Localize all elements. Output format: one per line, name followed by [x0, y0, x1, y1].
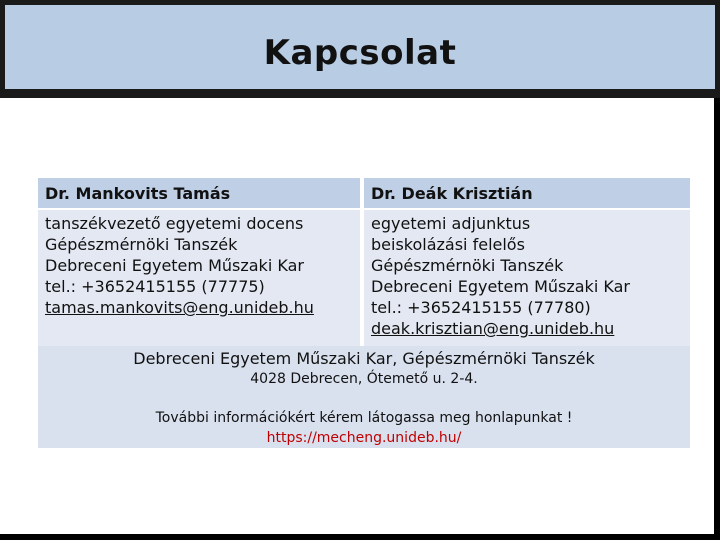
contact-name: Dr. Mankovits Tamás: [45, 184, 231, 203]
contact-position: egyetemi adjunktus: [371, 214, 531, 233]
contact-details-cell: [38, 210, 360, 346]
website-link[interactable]: https://mecheng.unideb.hu/: [266, 430, 462, 446]
page-title: Kapcsolat: [263, 33, 457, 73]
contact-email-link[interactable]: deak.krisztian@eng.unideb.hu: [371, 319, 615, 338]
contact-phone: tel.: +3652415155 (77780): [371, 298, 591, 317]
contact-faculty: Debreceni Egyetem Műszaki Kar: [45, 256, 304, 275]
contact-email-link[interactable]: tamas.mankovits@eng.unideb.hu: [45, 298, 314, 317]
title-panel: [5, 5, 715, 89]
title-bar: [0, 0, 720, 98]
footer-address: 4028 Debrecen, Ótemető u. 2-4.: [250, 371, 478, 387]
contact-department: Gépészmérnöki Tanszék: [45, 235, 238, 254]
frame-right-border: [714, 98, 720, 540]
contact-name: Dr. Deák Krisztián: [371, 184, 533, 203]
contact-department: Gépészmérnöki Tanszék: [371, 256, 564, 275]
contact-name-cell: [38, 178, 360, 208]
contact-role: beiskolázási felelős: [371, 235, 525, 254]
contact-faculty: Debreceni Egyetem Műszaki Kar: [371, 277, 630, 296]
footer-cell: [38, 346, 690, 448]
contact-table: [38, 178, 690, 448]
contact-phone: tel.: +3652415155 (77775): [45, 277, 265, 296]
contact-position: tanszékvezető egyetemi docens: [45, 214, 304, 233]
footer-info: További információkért kérem látogassa meg honlapunkat !: [155, 410, 573, 426]
contact-details-cell: [364, 210, 690, 346]
contact-name-cell: [364, 178, 690, 208]
frame-bottom-border: [0, 534, 720, 540]
footer-institution: Debreceni Egyetem Műszaki Kar, Gépészmérnöki Tanszék: [133, 349, 595, 368]
